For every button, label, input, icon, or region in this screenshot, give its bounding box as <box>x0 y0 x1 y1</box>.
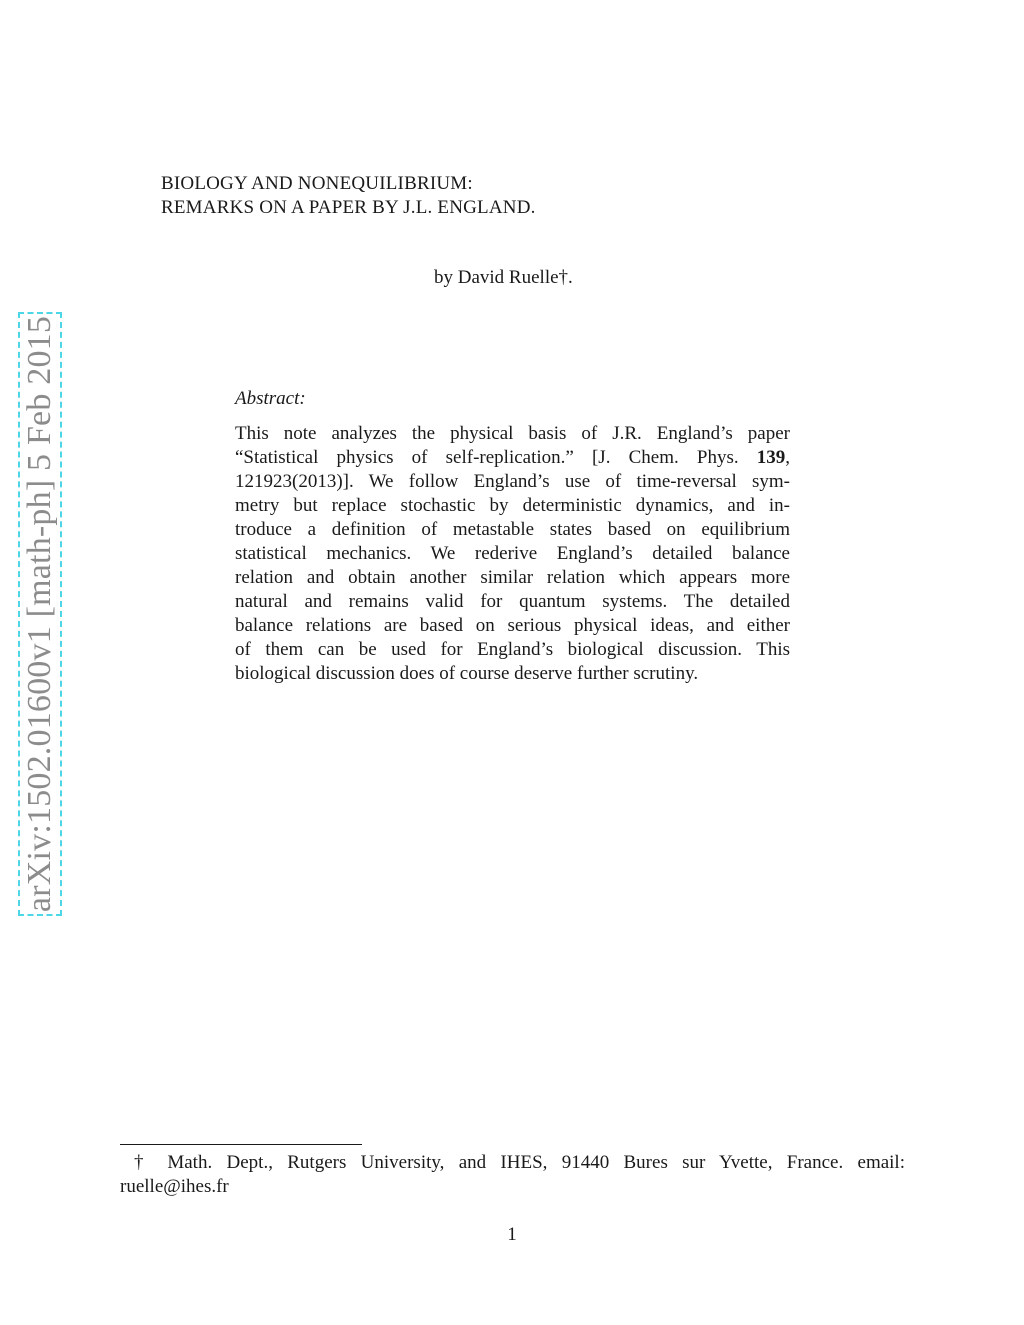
footnote-affiliation: † Math. Dept., Rutgers University, and IHES, 91440 Bures sur Yvette, France. email: <box>134 1152 905 1173</box>
paper-title <box>161 172 536 220</box>
abstract-line: troduce a definition of metastable states based on equilibrium <box>235 519 790 540</box>
abstract-line <box>235 446 790 470</box>
abstract-line: balance relations are based on serious physical ideas, and either <box>235 615 790 636</box>
abstract-line: biological discussion does of course deserve further scrutiny. <box>235 663 699 684</box>
title-line-2: REMARKS ON A PAPER BY J.L. ENGLAND. <box>161 197 536 218</box>
footnote-email: ruelle@ihes.fr <box>120 1176 229 1197</box>
abstract-line-text: “Statistical physics of self-replication.” [J. Chem. Phys. <box>235 447 757 468</box>
author-line: by David Ruelle†. <box>434 267 573 288</box>
abstract-line: 121923(2013)]. We follow England’s use of time-reversal sym- <box>235 471 790 492</box>
footnote-divider <box>120 1144 362 1145</box>
abstract-label: Abstract: <box>235 388 306 409</box>
abstract-line: metry but replace stochastic by deterministic dynamics, and in- <box>235 495 790 516</box>
volume-number: 139 <box>756 447 786 468</box>
abstract-line-tail: , <box>785 447 790 468</box>
abstract-line: statistical mechanics. We rederive England’s detailed balance <box>235 543 790 564</box>
arxiv-stamp-text: arXiv:1502.01600v1 [math-ph] 5 Feb 2015 <box>21 315 58 913</box>
footnote <box>120 1151 905 1199</box>
abstract-body <box>235 422 790 686</box>
abstract-line: of them can be used for England’s biological discussion. This <box>235 639 790 660</box>
abstract-line: relation and obtain another similar relation which appears more <box>235 567 790 588</box>
abstract-line: This note analyzes the physical basis of J.R. England’s paper <box>235 423 790 444</box>
abstract-line: natural and remains valid for quantum systems. The detailed <box>235 591 790 612</box>
page-number: 1 <box>507 1224 517 1245</box>
title-line-1: BIOLOGY AND NONEQUILIBRIUM: <box>161 173 473 194</box>
arxiv-stamp <box>18 312 62 916</box>
